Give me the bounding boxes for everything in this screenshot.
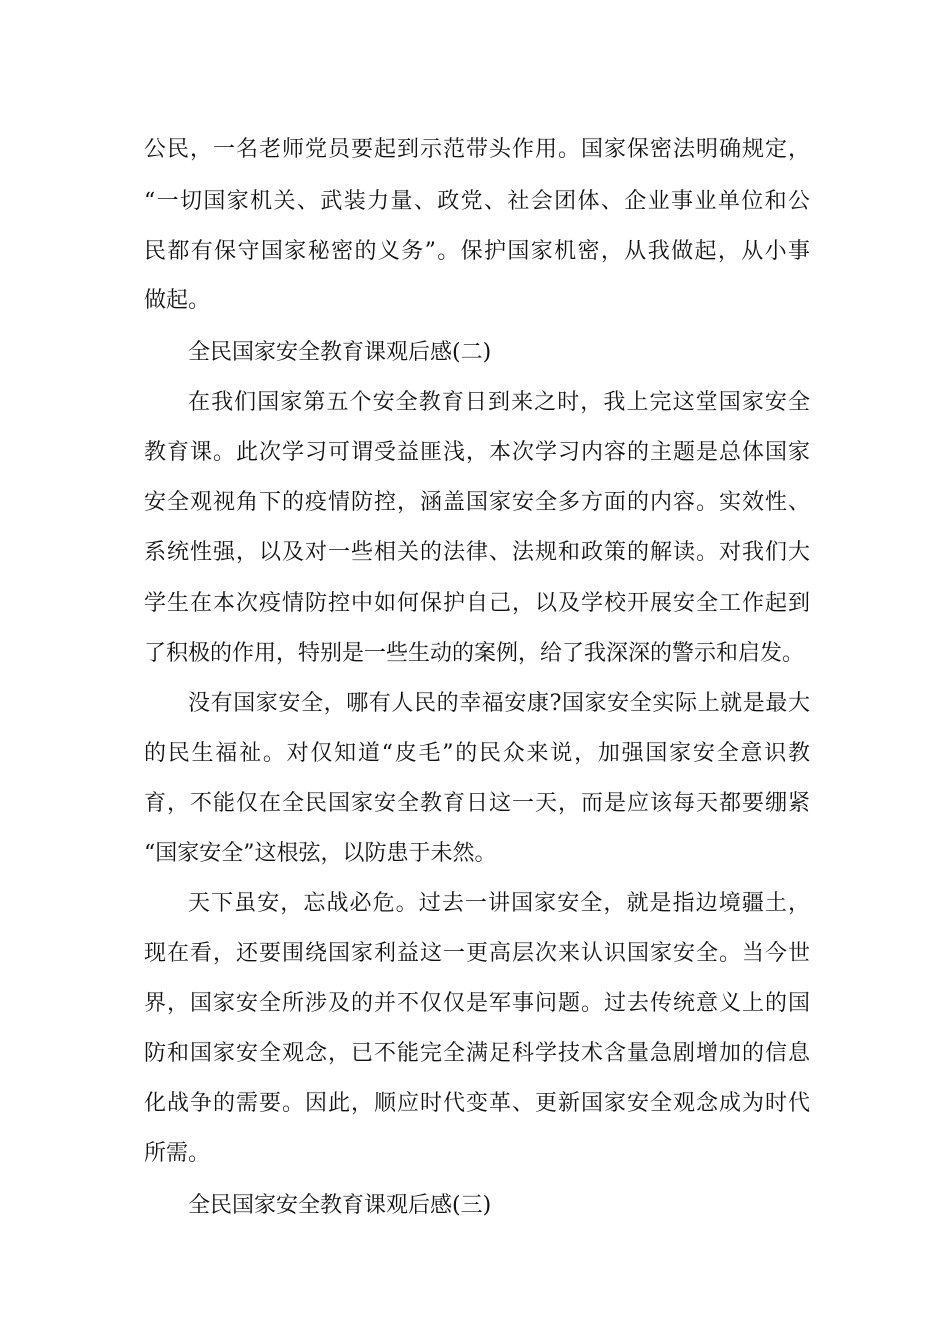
text-line: 育，不能仅在全民国家安全教育日这一天，而是应该每天都要绷紧: [144, 791, 810, 816]
text-line: 的民生福祉。对仅知道“皮毛”的民众来说，加强国家安全意识教: [144, 741, 810, 766]
text-line: 教育课。此次学习可谓受益匪浅，本次学习内容的主题是总体国家: [144, 440, 810, 465]
text-line: 了积极的作用，特别是一些生动的案例，给了我深深的警示和启发。: [144, 641, 805, 666]
section-heading: 全民国家安全教育课观后感(三): [188, 1193, 492, 1218]
text-line: 界，国家安全所涉及的并不仅仅是军事问题。过去传统意义上的国: [144, 991, 810, 1016]
text-line: 没有国家安全，哪有人民的幸福安康?国家安全实际上就是最大: [188, 691, 810, 716]
text-line: “一切国家机关、武装力量、政党、社会团体、企业事业单位和公: [144, 189, 810, 214]
text-line: 系统性强，以及对一些相关的法律、法规和政策的解读。对我们大: [144, 540, 810, 565]
text-line: 现在看，还要围绕国家利益这一更高层次来认识国家安全。当今世: [144, 941, 810, 966]
text-line: 在我们国家第五个安全教育日到来之时，我上完这堂国家安全: [188, 390, 810, 415]
text-line: 化战争的需要。因此，顺应时代变革、更新国家安全观念成为时代: [144, 1091, 810, 1116]
text-line: 民都有保守国家秘密的义务”。保护国家机密，从我做起，从小事: [144, 239, 810, 264]
section-heading: 全民国家安全教育课观后感(二): [188, 340, 492, 365]
text-line: 做起。: [144, 288, 211, 313]
text-line: “国家安全”这根弦，以防患于未然。: [144, 841, 497, 866]
text-line: 学生在本次疫情防控中如何保护自己，以及学校开展安全工作起到: [144, 591, 810, 616]
text-line: 公民，一名老师党员要起到示范带头作用。国家保密法明确规定，: [144, 137, 810, 162]
text-line: 防和国家安全观念，已不能完全满足科学技术含量急剧增加的信息: [144, 1041, 810, 1066]
text-line: 所需。: [144, 1141, 211, 1166]
text-line: 天下虽安，忘战必危。过去一讲国家安全，就是指边境疆土，: [188, 891, 810, 916]
text-line: 安全观视角下的疫情防控，涵盖国家安全多方面的内容。实效性、: [144, 490, 810, 515]
